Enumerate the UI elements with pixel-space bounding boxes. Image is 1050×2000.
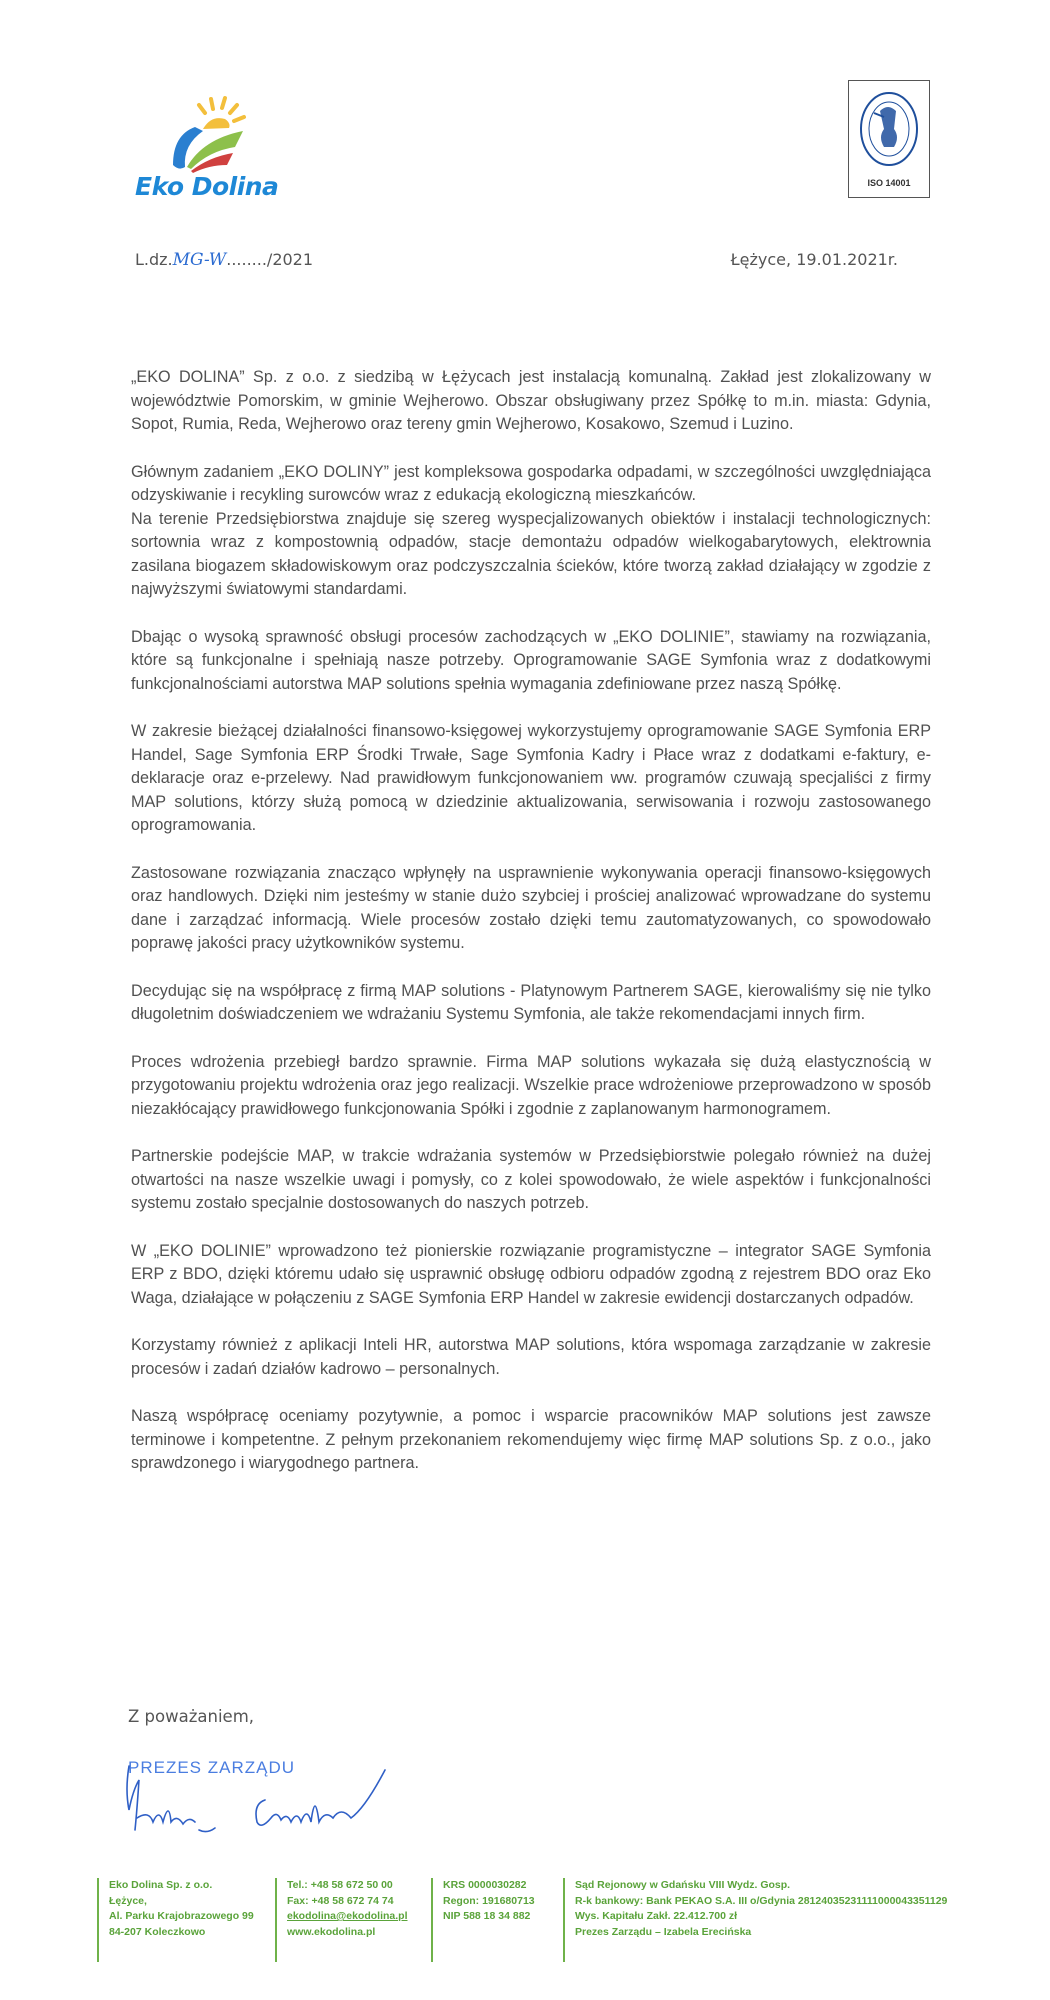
reference-number	[135, 250, 313, 270]
paragraph-implementation: Proces wdrożenia przebiegł bardzo sprawnie. Firma MAP solutions wykazała się dużą elastycznością w przygotowaniu projektu wdrożenia oraz jego realizacji. Wszelkie prace wdrożeniowe przeprowadzono w sposób niezakłócający prawidłowego funkcjonowania Spółki i zgodnie z zaplanowanym harmonogramem.	[131, 1052, 931, 1118]
paragraph-inteli-hr: Korzystamy również z aplikacji Inteli HR, autorstwa MAP solutions, która wspomaga zarządzanie w zakresie procesów i zadań działów kadrowo – personalnych.	[131, 1336, 931, 1378]
footer-regon: Regon: 191680713	[443, 1894, 535, 1907]
footer-share-capital: Wys. Kapitału Zakł. 22.412.700 zł	[575, 1910, 738, 1922]
footer-fax: Fax: +48 58 672 74 74	[287, 1894, 394, 1907]
iso-label: ISO 14001	[867, 178, 911, 188]
stamp-title: PREZES ZARZĄDU	[128, 1758, 296, 1777]
paragraph-finance-software: W zakresie bieżącej działalności finansowo-księgowej wykorzystujemy oprogramowanie SAGE Symfonia ERP Handel, Sage Symfonia ERP Środki Trwałe, Sage Symfonia Kadry i Płace wraz z dodatkami e-faktury, e-deklaracje oraz e-przelewy. Nad prawidłowym funkcjonowaniem ww. programów czuwają specjaliści z firmy MAP solutions, którzy służą pomocą w dziedzinie aktualizowania, serwisowania i rozwoju zastosowanego oprogramowania.	[131, 722, 931, 834]
footer-krs: KRS 0000030282	[443, 1879, 527, 1891]
polski-rejestr-statkow-seal-icon	[858, 89, 920, 169]
paragraph-partner-choice: Decydując się na współpracę z firmą MAP solutions - Platynowym Partnerem SAGE, kierowaliśmy się nie tylko długoletnim doświadczeniem we wdrażaniu Systemu Symfonia, ale także rekomendacjami innych firm.	[131, 981, 931, 1023]
reference-suffix: ......../2021	[226, 250, 314, 269]
paragraph-recommendation: Naszą współpracę oceniamy pozytywnie, a pomoc i wsparcie pracowników MAP solutions jest zawsze terminowe i kompetentne. Z pełnym przekonaniem rekomendujemy więc firmę MAP solutions Sp. z o.o., jako sprawdzonego i wiarygodnego partnera.	[131, 1407, 931, 1472]
brand-name: Eko Dolina	[135, 172, 279, 201]
footer-phone: Tel.: +48 58 672 50 00	[287, 1879, 393, 1891]
paragraph-improvements: Zastosowane rozwiązania znacząco wpłynęły na usprawnienie wykonywania operacji finansowo-księgowych oraz handlowych. Dzięki nim jesteśmy w stanie dużo szybciej i prościej analizować wprowadzane do systemu dane i zarządzać informacją. Wiele procesów zostało dzięki temu zautomatyzowanych, co spowodowało poprawę jakości pracy użytkowników systemu.	[131, 863, 931, 952]
footer-locality: Łężyce,	[109, 1894, 147, 1907]
iso-certification-badge	[848, 80, 930, 198]
footer-postal: 84-207 Koleczkowo	[109, 1925, 206, 1938]
footer-email-link[interactable]: ekodolina@ekodolina.pl	[287, 1910, 408, 1922]
footer-address	[97, 1878, 254, 1962]
paragraph-sage-symfonia: Dbając o wysoką sprawność obsługi procesów zachodzących w „EKO DOLINIE”, stawiamy na rozwiązania, które są funkcjonalne i spełniają nasze potrzeby. Oprogramowanie SAGE Symfonia wraz z dodatkowymi funkcjonalnościami autorstwa MAP solutions spełnia wymagania zdefiniowane przez naszą Spółkę.	[131, 627, 931, 693]
paragraph-main-task: Głównym zadaniem „EKO DOLINY” jest kompleksowa gospodarka odpadami, w szczególności uwzględniająca odzyskiwanie i recykling surowców wraz z edukacją ekologiczną mieszkańców.	[131, 462, 931, 504]
paragraph-facilities: Na terenie Przedsiębiorstwa znajduje się szereg wyspecjalizowanych obiektów i instalacji technologicznych: sortownia wraz z kompostownią odpadów, stacje demontażu odpadów wielkogabarytowych, elektrownia zasilana biogazem składowiskowym oraz podczyszczalnia ścieków, które tworzą zakład działający w zgodzie z najwyższymi światowymi standardami.	[131, 509, 931, 598]
footer-nip: NIP 588 18 34 882	[443, 1910, 531, 1922]
closing-salutation: Z poważaniem,	[128, 1707, 255, 1726]
letter-body	[131, 366, 931, 1500]
footer-president: Prezes Zarządu – Izabela Erecińska	[575, 1925, 752, 1938]
paragraph-partnership: Partnerskie podejście MAP, w trakcie wdrażania systemów w Przedsiębiorstwie polegało również na dużej otwartości na nasze wszelkie uwagi i pomysły, co z kolei spowodowało, że wiele aspektów i funkcjonalności systemu zostało specjalnie dostosowanych do naszych potrzeb.	[131, 1147, 931, 1212]
place-and-date: Łężyce, 19.01.2021r.	[730, 250, 898, 269]
footer-registry	[431, 1878, 535, 1962]
reference-prefix: L.dz.	[135, 250, 173, 269]
footer-street: Al. Parku Krajobrazowego 99	[109, 1910, 254, 1922]
footer-contact	[275, 1878, 408, 1962]
letterhead-footer	[97, 1878, 957, 1963]
reference-handwritten: MG-W	[172, 250, 227, 270]
handwritten-signature-icon	[115, 1760, 395, 1845]
paragraph-intro: „EKO DOLINA” Sp. z o.o. z siedzibą w Łężycach jest instalacją komunalną. Zakład jest zlokalizowany w województwie Pomorskim, w gminie Wejherowo. Obszar obsługiwany przez Spółkę to m.in. miasta: Gdynia, Sopot, Rumia, Reda, Wejherowo oraz tereny gmin Wejherowo, Kosakowo, Szemud i Luzino.	[131, 368, 931, 433]
footer-bank-account: R-k bankowy: Bank PEKAO S.A. III o/Gdynia 28124035231111000043351129	[575, 1894, 948, 1907]
paragraph-bdo-integrator: W „EKO DOLINIE” wprowadzono też pionierskie rozwiązanie programistyczne – integrator SAGE Symfonia ERP z BDO, dzięki któremu udało się usprawnić obsługę odbioru odpadów zgodną z rejestrem BDO oraz Eko Waga, działające w połączeniu z SAGE Symfonia ERP Handel w zakresie ewidencji dostarczanych odpadów.	[131, 1241, 931, 1307]
footer-legal	[563, 1878, 947, 1962]
footer-company-name: Eko Dolina Sp. z o.o.	[109, 1879, 213, 1891]
footer-website-link[interactable]: www.ekodolina.pl	[287, 1925, 376, 1938]
eko-dolina-logo-icon	[133, 95, 273, 175]
footer-court: Sąd Rejonowy w Gdańsku VIII Wydz. Gosp.	[575, 1879, 791, 1891]
